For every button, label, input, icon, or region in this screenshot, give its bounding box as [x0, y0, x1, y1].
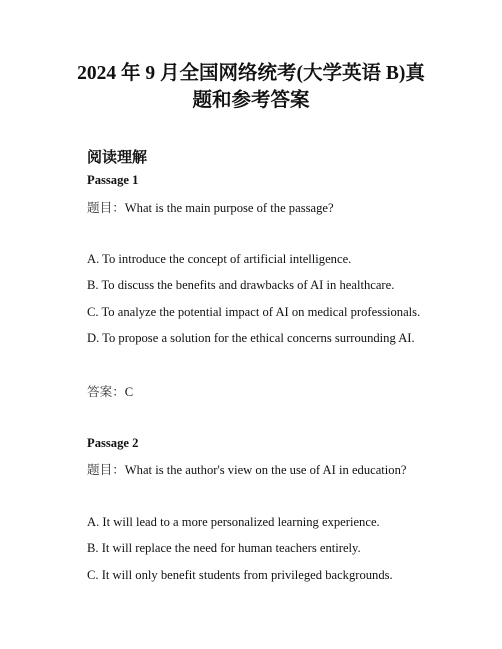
passage-2-option-a: A. It will lead to a more personalized learning experience. [87, 515, 380, 529]
passage-2-question [87, 462, 407, 478]
passage-1-option-b: B. To discuss the benefits and drawbacks of AI in healthcare. [87, 278, 395, 292]
passage-1-question-text: What is the main purpose of the passage? [124, 201, 334, 215]
passage-1-answer [87, 384, 133, 400]
passage-1-option-c: C. To analyze the potential impact of AI on medical professionals. [87, 305, 421, 319]
passage-1-title: Passage 1 [87, 173, 139, 187]
passage-2-option-b: B. It will replace the need for human teachers entirely. [87, 541, 361, 555]
passage-1-answer-value: C [124, 385, 134, 399]
passage-1-answer-label: 答案： [87, 385, 125, 399]
passage-1-question-label: 题目： [87, 201, 125, 215]
document-title [60, 60, 442, 114]
passage-1-option-a: A. To introduce the concept of artificial intelligence. [87, 252, 352, 266]
passage-2-question-text: What is the author's view on the use of AI in education? [124, 463, 407, 477]
passage-1-option-d: D. To propose a solution for the ethical concerns surrounding AI. [87, 331, 415, 345]
document-title-line-1: 2024 年 9 月全国网络统考(大学英语 B)真 [77, 63, 425, 84]
passage-2-title: Passage 2 [87, 436, 139, 450]
document-title-line-2: 题和参考答案 [192, 90, 310, 111]
passage-2-option-c: C. It will only benefit students from privileged backgrounds. [87, 568, 393, 582]
section-heading: 阅读理解 [87, 150, 148, 166]
passage-1-question [87, 200, 334, 216]
passage-2-question-label: 题目： [87, 463, 125, 477]
